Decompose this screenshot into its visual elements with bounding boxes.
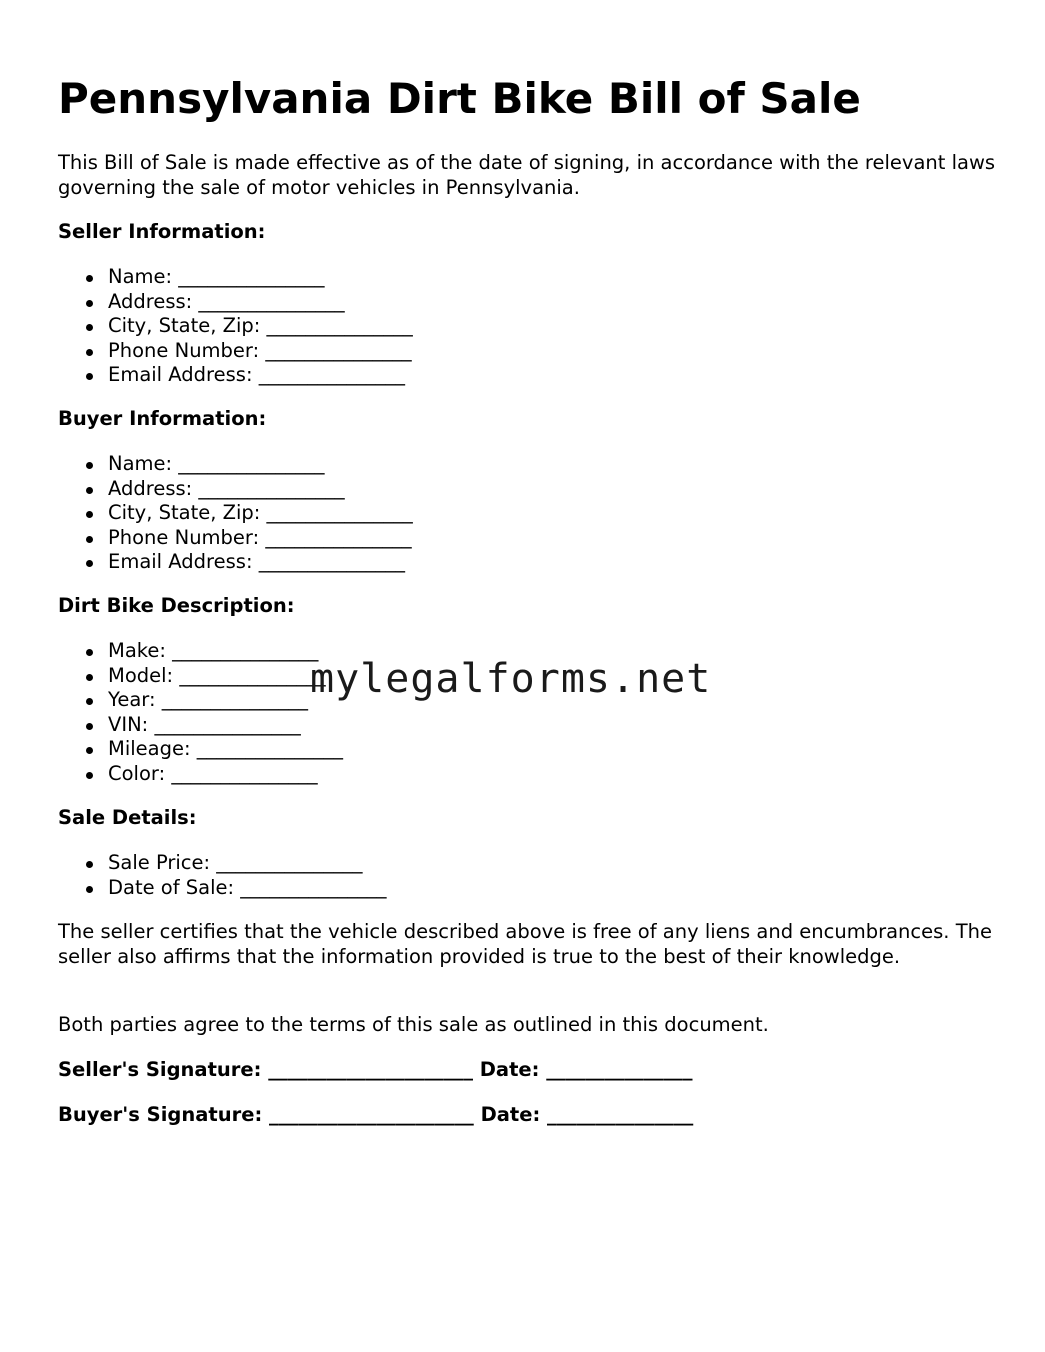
seller-email-field: Email Address: _______________ — [108, 363, 413, 388]
buyer-address-field: Address: _______________ — [108, 477, 413, 502]
buyer-fields — [58, 452, 413, 575]
bike-heading: Dirt Bike Description: — [58, 594, 295, 617]
bike-vin-field: VIN: _______________ — [108, 713, 343, 738]
buyer-heading: Buyer Information: — [58, 407, 267, 430]
seller-phone-field: Phone Number: _______________ — [108, 338, 412, 362]
buyer-email-field: Email Address: _______________ — [108, 550, 413, 575]
buyer-phone-field: Phone Number: _______________ — [108, 525, 412, 549]
buyer-name-field: Name: _______________ — [108, 452, 413, 477]
agreement-paragraph: Both parties agree to the terms of this sale as outlined in this document. — [58, 1013, 769, 1036]
seller-city-state-zip-field: City, State, Zip: _______________ — [108, 314, 413, 337]
intro-paragraph: This Bill of Sale is made effective as of the date of signing, in accordance with the relevant laws governing the sale of motor vehicles in Pennsylvania. — [58, 151, 996, 199]
bike-color-field: Color: _______________ — [108, 762, 343, 787]
seller-heading: Seller Information: — [58, 220, 266, 243]
bike-model-field: Model: _______________ — [108, 664, 343, 689]
bike-fields — [58, 639, 343, 786]
buyer-signature-line: Buyer's Signature: _____________________ Date: _______________ — [58, 1103, 694, 1126]
watermark-text: mylegalforms.net — [310, 656, 712, 702]
seller-fields — [58, 265, 413, 388]
sale-fields — [58, 851, 387, 900]
buyer-city-state-zip-field: City, State, Zip: _______________ — [108, 501, 413, 524]
bike-mileage-field: Mileage: _______________ — [108, 737, 343, 760]
seller-signature-line: Seller's Signature: _____________________ Date: _______________ — [58, 1058, 693, 1081]
bike-make-field: Make: _______________ — [108, 639, 343, 664]
seller-name-field: Name: _______________ — [108, 265, 413, 290]
sale-date-field: Date of Sale: _______________ — [108, 875, 387, 899]
document-title: Pennsylvania Dirt Bike Bill of Sale — [58, 74, 861, 123]
sale-heading: Sale Details: — [58, 806, 197, 829]
sale-price-field: Sale Price: _______________ — [108, 851, 387, 876]
bike-year-field: Year: _______________ — [108, 688, 343, 713]
certification-paragraph: The seller certifies that the vehicle described above is free of any liens and encumbrances. The seller also affirms that the information provided is true to the best of their knowledge. — [58, 920, 992, 968]
seller-address-field: Address: _______________ — [108, 290, 413, 315]
